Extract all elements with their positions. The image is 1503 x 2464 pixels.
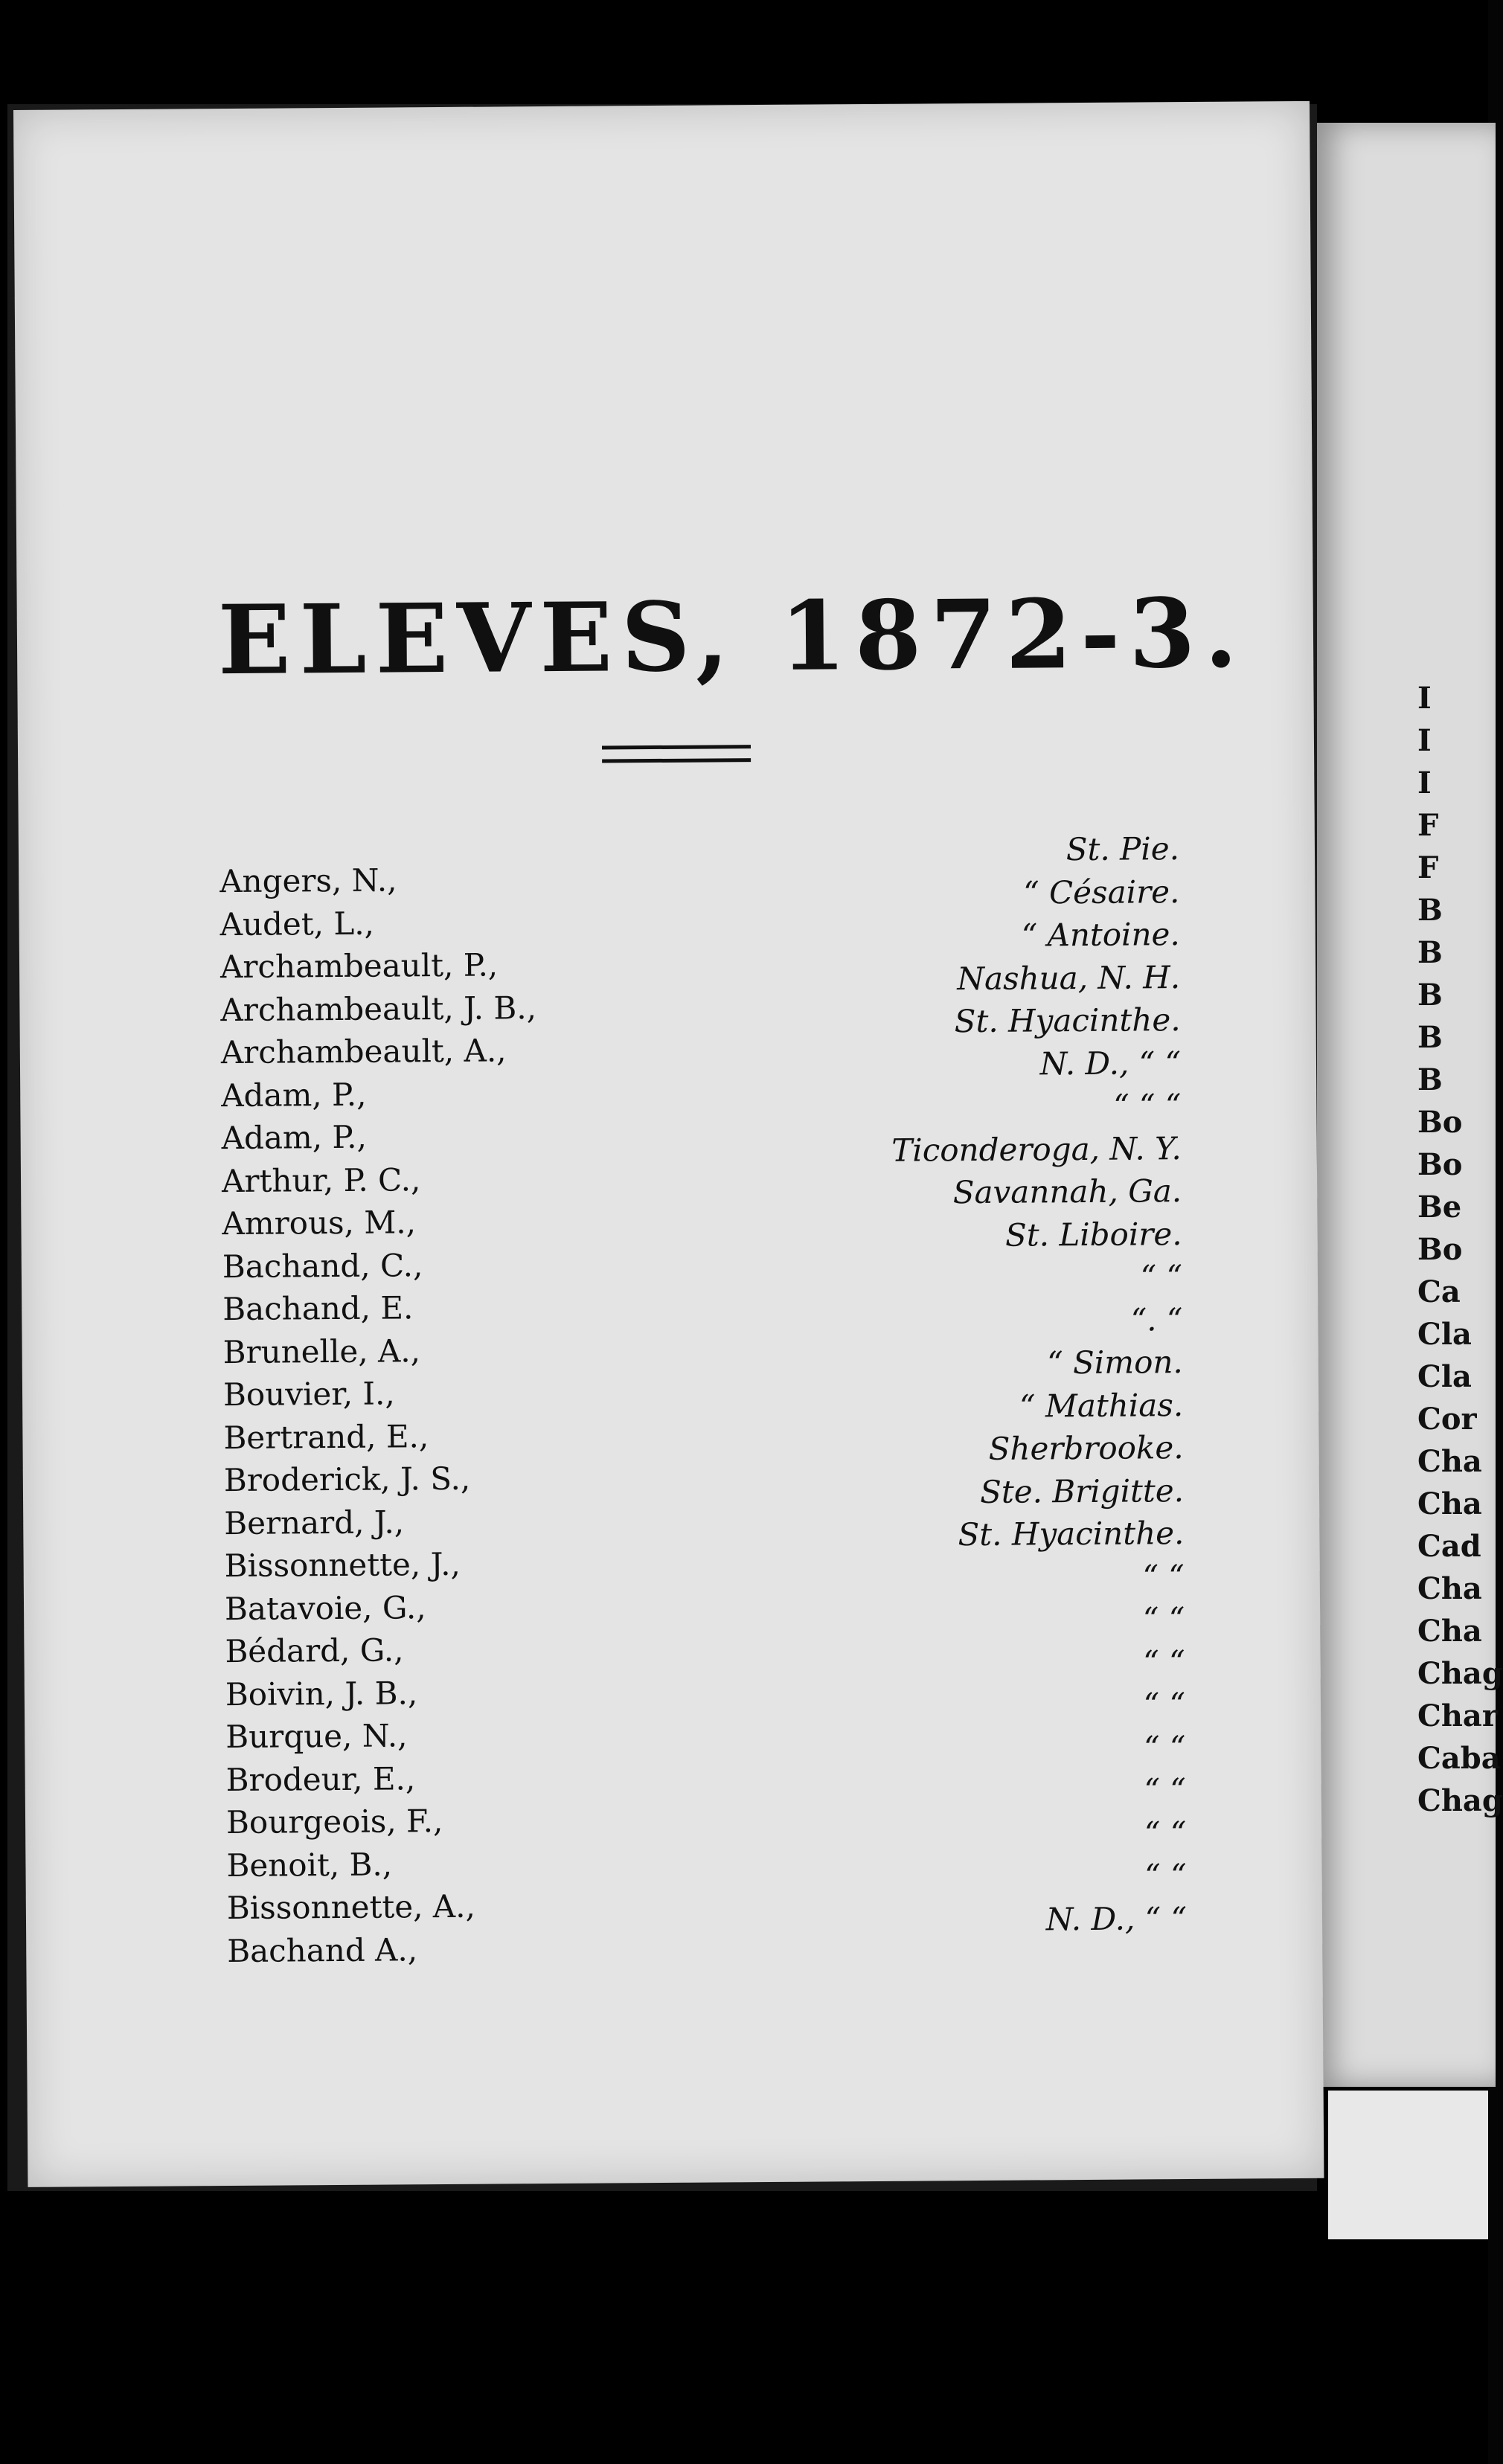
student-name: Archambeault, P., (219, 946, 499, 986)
student-name: Boivin, J. B., (225, 1674, 418, 1713)
facing-page-fragment: I (1417, 681, 1432, 716)
student-place: “ “ (1143, 1686, 1186, 1723)
student-name: Bourgeois, F., (225, 1803, 443, 1841)
student-name: Archambeault, A., (220, 1032, 507, 1071)
student-place: Ticonderoga, N. Y. (891, 1129, 1182, 1169)
student-name: Arthur, P. C., (221, 1161, 421, 1199)
student-place: St. Liboire. (1004, 1215, 1182, 1254)
student-place: Ste. Brigitte. (979, 1472, 1185, 1510)
student-place: “ Mathias. (1019, 1386, 1184, 1425)
facing-page-fragment: B (1417, 893, 1443, 928)
student-name: Bachand, E. (222, 1289, 414, 1328)
student-place: “ Simon. (1047, 1344, 1183, 1382)
facing-page-fragment: Cor (1417, 1402, 1477, 1437)
student-name: Adam, P., (221, 1076, 367, 1114)
student-place: Savannah, Ga. (952, 1172, 1182, 1211)
student-place: “ “ (1142, 1600, 1185, 1637)
student-name: Bouvier, I., (222, 1375, 395, 1414)
facing-page-fragment: Cha (1417, 1571, 1482, 1606)
student-name: Bachand, C., (222, 1246, 423, 1285)
facing-page-fragment: I (1417, 766, 1432, 801)
student-name: Archambeault, J. B., (220, 989, 537, 1028)
student-name: Brodeur, E., (225, 1759, 416, 1798)
facing-page-fragment: F (1417, 850, 1439, 885)
facing-page-fragment: Cha (1417, 1614, 1482, 1649)
student-name: Bachand A., (227, 1931, 418, 1969)
student-name: Broderick, J. S., (223, 1460, 471, 1499)
student-place: “ “ (1144, 1857, 1187, 1894)
student-place: St. Hyacinthe. (954, 1001, 1181, 1040)
student-name: Burque, N., (225, 1717, 408, 1756)
facing-page-fragment: Cla (1417, 1359, 1472, 1394)
facing-page-fragment: B (1417, 978, 1443, 1013)
student-name: Brunelle, A., (222, 1332, 421, 1370)
page-title: ELEVES, 1872-3. (217, 577, 1247, 697)
facing-page-fragment: Cha (1417, 1444, 1482, 1479)
facing-page-fragment: Bo (1417, 1147, 1463, 1182)
student-place: Sherbrooke. (988, 1429, 1184, 1467)
student-place: “ “ (1143, 1728, 1186, 1765)
facing-page-fragment: Caba (1417, 1741, 1501, 1776)
facing-page-fragment: B (1417, 1062, 1443, 1097)
facing-page-fragment: B (1417, 935, 1443, 970)
title-rule-bottom (602, 758, 751, 763)
facing-page-fragment: Chag (1417, 1783, 1503, 1818)
student-place: N. D., “ “ (1039, 1044, 1182, 1082)
facing-page-fragment: Char (1417, 1698, 1498, 1733)
facing-page-list (1417, 677, 1503, 1822)
student-name: Batavoie, G., (224, 1588, 426, 1627)
student-name: Bédard, G., (225, 1632, 404, 1670)
facing-page-fragment: I (1417, 723, 1432, 758)
facing-page-fragment: B (1417, 1020, 1443, 1055)
student-place: N. D., “ “ (1045, 1899, 1188, 1937)
student-name: Bissonnette, J., (224, 1545, 461, 1585)
title-rule-top (602, 745, 751, 749)
bleed-through-text (201, 391, 214, 434)
student-name: Audet, L., (219, 905, 375, 943)
facing-page-fragment: Cad (1417, 1529, 1481, 1564)
student-name: Amrous, M., (222, 1204, 417, 1242)
facing-page-fragment: Be (1417, 1190, 1462, 1225)
student-place: St. Pie. (1065, 830, 1180, 868)
student-place: “ “ “ (1113, 1087, 1182, 1124)
student-name: Adam, P., (221, 1118, 368, 1157)
student-names-column (219, 856, 748, 1972)
student-place: “ Césaire. (1023, 873, 1180, 911)
student-place: St. Hyacinthe. (958, 1515, 1185, 1553)
facing-page (1317, 123, 1503, 2087)
student-place: “ Antoine. (1021, 916, 1180, 954)
student-place: “ “ (1140, 1258, 1183, 1295)
facing-page-fragment: Cha (1417, 1486, 1482, 1521)
facing-page-bottom (1328, 2091, 1488, 2239)
student-place: “ “ (1144, 1771, 1186, 1809)
student-place: “ “ (1143, 1643, 1185, 1680)
student-name: Bernard, J., (224, 1503, 405, 1541)
student-place: Nashua, N. H. (957, 958, 1181, 997)
document-page (13, 101, 1324, 2187)
student-place: “. “ (1130, 1300, 1183, 1338)
student-places-column (763, 827, 1187, 1942)
student-name: Bertrand, E., (223, 1417, 429, 1456)
student-place: “ “ (1144, 1814, 1187, 1851)
student-name: Benoit, B., (226, 1846, 393, 1884)
facing-page-fragment: Bo (1417, 1105, 1463, 1140)
student-name: Bissonnette, A., (226, 1887, 476, 1927)
facing-page-fragment: Cla (1417, 1317, 1472, 1352)
facing-page-fragment: Chag (1417, 1656, 1503, 1691)
facing-page-fragment: F (1417, 808, 1439, 843)
student-place: “ “ (1142, 1557, 1185, 1594)
facing-page-fragment: Ca (1417, 1274, 1461, 1309)
student-name: Angers, N., (219, 862, 397, 900)
facing-page-fragment: Bo (1417, 1232, 1463, 1267)
